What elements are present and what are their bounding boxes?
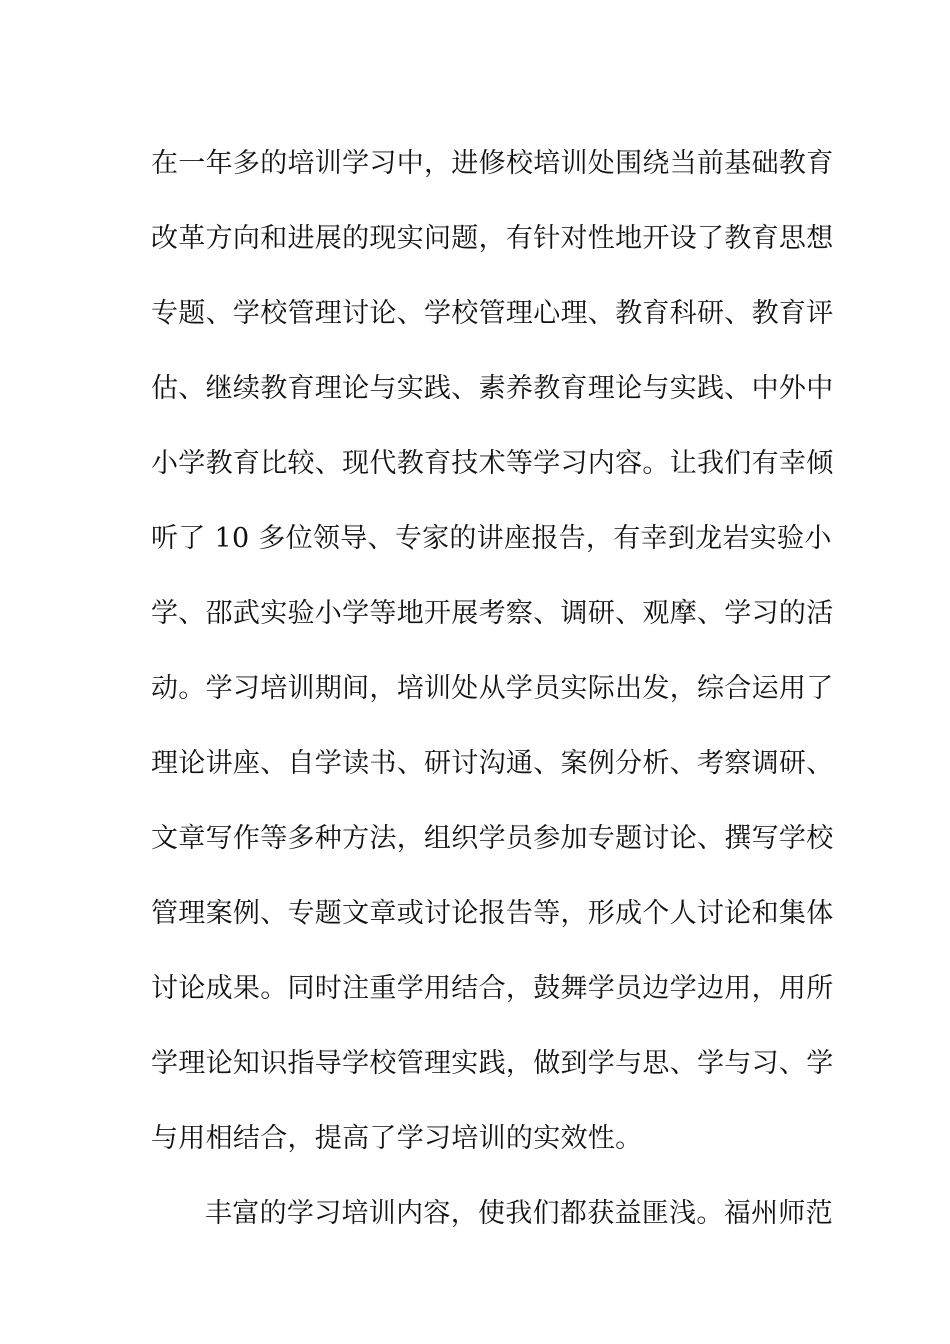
text-line: 理论讲座、自学读书、研讨沟通、案例分析、考察调研、 [151,748,834,779]
text-line: 改革方向和进展的现实问题，有针对性地开设了教育思想 [151,223,834,254]
text-line: 讨论成果。同时注重学用结合，鼓舞学员边学边用，用所 [151,973,834,1004]
text-line: 丰富的学习培训内容，使我们都获益匪浅。福州师范 [205,1198,833,1229]
text-line: 估、继续教育理论与实践、素养教育理论与实践、中外中 [151,373,834,404]
text-line: 文章写作等多种方法，组织学员参加专题讨论、撰写学校 [151,823,834,854]
document-body [151,126,834,1251]
paragraph [151,126,834,1176]
paragraph [151,1176,833,1251]
text-line: 动。学习培训期间，培训处从学员实际出发，综合运用了 [151,673,834,704]
text-line: 学理论知识指导学校管理实践，做到学与思、学与习、学 [151,1048,834,1079]
text-line: 小学教育比较、现代教育技术等学习内容。让我们有幸倾 [151,448,834,479]
text-line: 学、邵武实验小学等地开展考察、调研、观摩、学习的活 [151,598,834,629]
text-line: 与用相结合，提高了学习培训的实效性。 [151,1123,643,1154]
text-line: 在一年多的培训学习中，进修校培训处围绕当前基础教育 [151,148,834,179]
text-line: 专题、学校管理讨论、学校管理心理、教育科研、教育评 [151,298,834,329]
text-line: 听了 10 多位领导、专家的讲座报告，有幸到龙岩实验小 [151,523,832,554]
text-line: 管理案例、专题文章或讨论报告等，形成个人讨论和集体 [151,898,834,929]
